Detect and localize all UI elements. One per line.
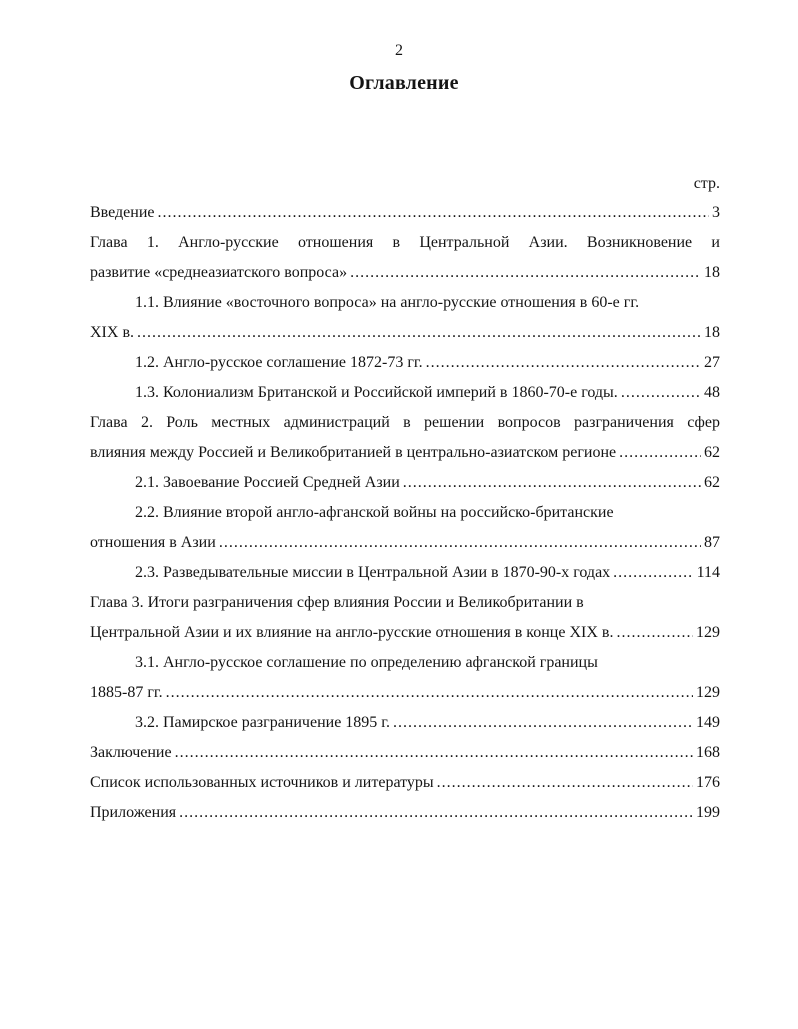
toc-entry-title: 2.1. Завоевание Россией Средней Азии <box>135 474 400 491</box>
page-column-label: стр. <box>693 175 720 192</box>
toc-entry-title-continued: развитие «среднеазиатского вопроса» <box>90 264 348 281</box>
toc-entry-section-2-1[interactable] <box>90 468 720 498</box>
toc-entry-title: 1.1. Влияние «восточного вопроса» на англо-русские отношения в 60-е гг. <box>135 294 640 311</box>
toc-entry-page: 62 <box>704 444 720 461</box>
dot-leader <box>137 318 701 348</box>
toc-entry-title: Приложения <box>90 804 177 821</box>
toc-entry-title: Список использованных источников и литературы <box>90 774 434 791</box>
dot-leader <box>175 738 693 768</box>
toc-entry-page: 149 <box>696 714 720 731</box>
toc-entry-title: Глава 3. Итоги разграничения сфер влияния России и Великобритании в <box>90 594 584 611</box>
toc-entry-title-continued: XIX в. <box>90 324 134 341</box>
toc-entry-title: Введение <box>90 204 155 221</box>
dot-leader <box>179 798 693 828</box>
toc-entry-title: Глава 1. Англо-русские отношения в Центральной Азии. Возникновение и <box>90 234 720 251</box>
toc-entry-chapter-1[interactable] <box>90 228 720 288</box>
toc-entry-title-continued: влияния между Россией и Великобританией в центрально-азиатском регионе <box>90 444 617 461</box>
toc-entry-page: 27 <box>704 354 720 371</box>
toc-entry-page: 129 <box>696 624 720 641</box>
toc-entry-title-continued: Центральной Азии и их влияние на англо-русские отношения в конце XIX в. <box>90 624 614 641</box>
toc-entry-bibliography[interactable] <box>90 768 720 798</box>
toc-entry-page: 114 <box>696 564 720 581</box>
dot-leader <box>616 618 693 648</box>
toc-entry-title: 3.2. Памирское разграничение 1895 г. <box>135 714 391 731</box>
page-title: Оглавление <box>349 72 459 94</box>
dot-leader <box>619 438 701 468</box>
toc-entry-chapter-2[interactable] <box>90 408 720 468</box>
toc-entry-section-1-1[interactable] <box>90 288 720 348</box>
toc-entry-introduction[interactable] <box>90 198 720 228</box>
dot-leader <box>393 708 693 738</box>
dot-leader <box>621 378 701 408</box>
page-number: 2 <box>395 42 403 59</box>
toc-entry-title: 2.2. Влияние второй англо-афганской войны на российско-британские <box>135 504 614 521</box>
dot-leader <box>158 198 710 228</box>
toc-entry-title: 3.1. Англо-русское соглашение по определению афганской границы <box>135 654 598 671</box>
toc-entry-title: Заключение <box>90 744 172 761</box>
toc-entry-chapter-3[interactable] <box>90 588 720 648</box>
toc-entry-conclusion[interactable] <box>90 738 720 768</box>
toc-entry-page: 18 <box>704 264 720 281</box>
dot-leader <box>426 348 701 378</box>
toc-entry-page: 18 <box>704 324 720 341</box>
toc-entry-appendices[interactable] <box>90 798 720 828</box>
table-of-contents <box>90 198 720 828</box>
toc-entry-section-1-2[interactable] <box>90 348 720 378</box>
toc-entry-page: 48 <box>704 384 720 401</box>
toc-entry-section-3-1[interactable] <box>90 648 720 708</box>
toc-entry-page: 3 <box>712 204 720 221</box>
toc-entry-page: 176 <box>696 774 720 791</box>
toc-entry-section-1-3[interactable] <box>90 378 720 408</box>
toc-entry-title-continued: отношения в Азии <box>90 534 216 551</box>
dot-leader <box>613 558 693 588</box>
toc-entry-page: 199 <box>696 804 720 821</box>
toc-entry-page: 129 <box>696 684 720 701</box>
dot-leader <box>219 528 701 558</box>
toc-entry-page: 87 <box>704 534 720 551</box>
dot-leader <box>166 678 693 708</box>
dot-leader <box>437 768 693 798</box>
toc-entry-section-2-2[interactable] <box>90 498 720 558</box>
toc-entry-page: 62 <box>704 474 720 491</box>
toc-entry-section-2-3[interactable] <box>90 558 720 588</box>
toc-entry-title: 1.3. Колониализм Британской и Российской империй в 1860-70-е годы. <box>135 384 618 401</box>
dot-leader <box>350 258 701 288</box>
dot-leader <box>403 468 701 498</box>
toc-entry-title: 1.2. Англо-русское соглашение 1872-73 гг. <box>135 354 423 371</box>
toc-entry-section-3-2[interactable] <box>90 708 720 738</box>
toc-entry-page: 168 <box>696 744 720 761</box>
toc-entry-title-continued: 1885-87 гг. <box>90 684 163 701</box>
toc-entry-title: 2.3. Разведывательные миссии в Центральной Азии в 1870-90-х годах <box>135 564 611 581</box>
toc-entry-title: Глава 2. Роль местных администраций в решении вопросов разграничения сфер <box>90 414 720 431</box>
